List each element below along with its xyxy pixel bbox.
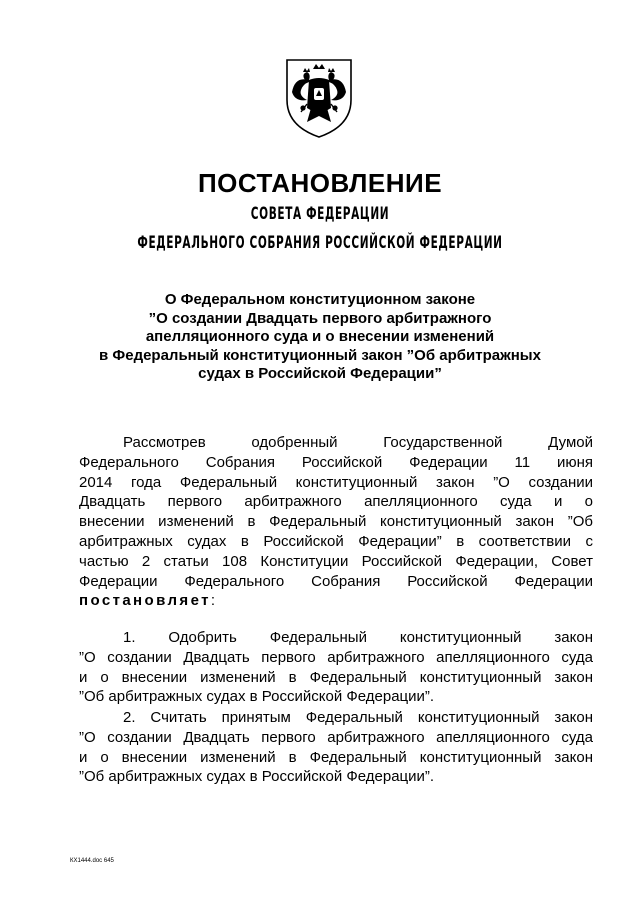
item-1-line: и о внесении изменений в Федеральный конституционный закон xyxy=(79,668,593,686)
heading-line: О Федеральном конституционном законе xyxy=(164,291,476,308)
coat-of-arms-icon xyxy=(283,56,355,140)
preamble-line: внесении изменений в Федеральный конституционный закон ”Об xyxy=(79,513,593,531)
item-2-line: ”Об арбитражных судах в Российской Федерации”. xyxy=(79,768,435,786)
issuer-line-1: СОВЕТА ФЕДЕРАЦИИ xyxy=(250,204,390,224)
item-1-line: ”О создании Двадцать первого арбитражного апелляционного суда xyxy=(79,648,593,666)
item-1-paragraph xyxy=(79,628,593,707)
heading-line: в Федеральный конституционный закон ”Об арбитражных xyxy=(99,346,541,364)
document-title: ПОСТАНОВЛЕНИЕ xyxy=(197,168,443,198)
heading-line: апелляционного суда и о внесении изменений xyxy=(145,328,495,345)
heading-line: судах в Российской Федерации” xyxy=(198,365,442,382)
preamble-line: Двадцать первого арбитражного апелляционного суда и о xyxy=(79,493,593,511)
item-1-line: ”Об арбитражных судах в Российской Федерации”. xyxy=(79,688,435,706)
preamble-line: частью 2 статьи 108 Конституции Российской Федерации, Совет xyxy=(79,552,593,570)
document-file-reference: КХ1444.doc 645 xyxy=(70,858,114,864)
heading-line: ”О создании Двадцать первого арбитражного xyxy=(148,309,492,327)
preamble-line: арбитражных судах в Российской Федерации” в соответствии с xyxy=(79,532,593,550)
preamble-line: Федерального Собрания Российской Федерации 11 июня xyxy=(79,453,593,471)
preamble-line: Рассмотрев одобренный Государственной Думой xyxy=(123,434,593,451)
item-2-line: ”О создании Двадцать первого арбитражного апелляционного суда xyxy=(79,728,593,746)
preamble-line: Федерации Федерального Собрания Российской Федерации xyxy=(79,572,593,590)
item-1-line: 1. Одобрить Федеральный конституционный закон xyxy=(123,629,593,646)
preamble-line: 2014 года Федеральный конституционный закон ”О создании xyxy=(79,473,593,491)
item-2-paragraph xyxy=(79,708,593,787)
decree-line xyxy=(79,591,593,611)
resolution-heading xyxy=(60,291,580,384)
issuer-line-2: ФЕДЕРАЛЬНОГО СОБРАНИЯ РОССИЙСКОЙ ФЕДЕРАЦИИ xyxy=(137,233,503,253)
preamble-paragraph xyxy=(79,433,593,611)
decree-word: постановляет xyxy=(79,592,211,610)
decree-colon: : xyxy=(210,592,216,610)
item-2-line: 2. Считать принятым Федеральный конституционный закон xyxy=(123,709,593,726)
item-2-line: и о внесении изменений в Федеральный конституционный закон xyxy=(79,748,593,766)
